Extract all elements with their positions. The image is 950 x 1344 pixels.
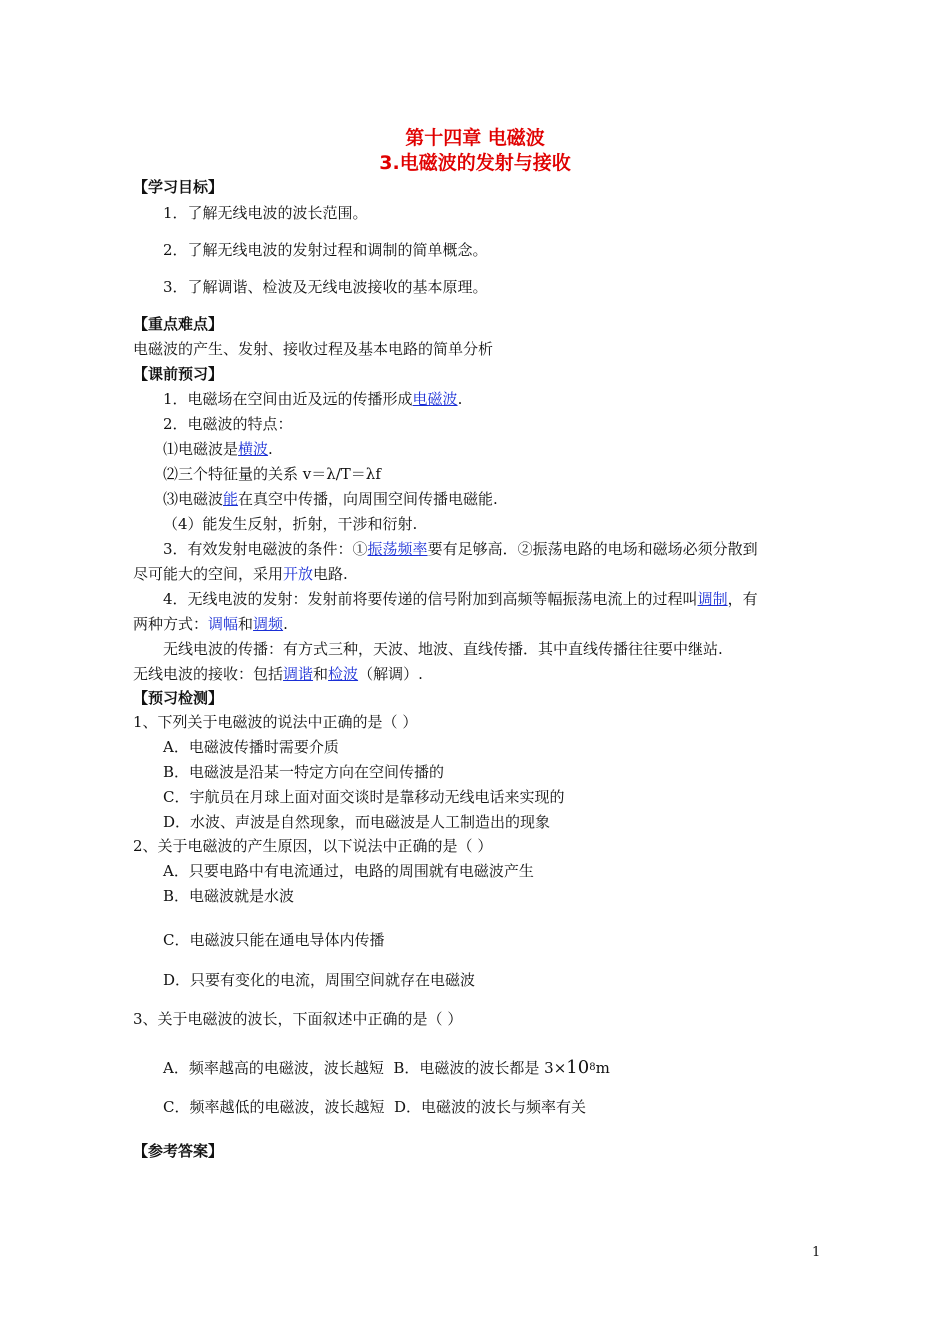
power-exponent: 8 — [589, 1062, 596, 1073]
preview-item-5: 无线电波的传播：有方式三种，天波、地波、直线传播．其中直线传播往往要中继站. — [163, 640, 723, 658]
answer-open: 开放 — [283, 565, 314, 583]
question-1-option: D．水波、声波是自然现象，而电磁波是人工制造出的现象 — [163, 813, 551, 831]
text: ⑶电磁波 — [163, 490, 224, 508]
preview-item-2-4: （4）能发生反射，折射，干涉和衍射. — [163, 515, 418, 533]
answer-modulation: 调制 — [697, 590, 728, 608]
page-number: 1 — [812, 1245, 821, 1260]
check-header: 【预习检测】 — [133, 689, 224, 707]
text: 要有足够高．②振荡电路的电场和磁场必须分散到 — [427, 540, 758, 558]
chapter-title: 第十四章 电磁波 — [405, 127, 545, 149]
question-3-stem: 3、关于电磁波的波长，下面叙述中正确的是（ ） — [133, 1010, 463, 1028]
question-1-option: B．电磁波是沿某一特定方向在空间传播的 — [163, 763, 445, 781]
question-3-option-d: D．电磁波的波长与频率有关 — [394, 1098, 587, 1116]
preview-item-4 — [163, 589, 758, 609]
text: 3．有效发射电磁波的条件：① — [163, 540, 368, 558]
text: 1．电磁场在空间由近及远的传播形成 — [163, 390, 413, 408]
text: 尽可能大的空间，采用 — [133, 565, 284, 583]
answer-fm: 调频 — [253, 615, 284, 633]
question-1-option: A．电磁波传播时需要介质 — [163, 738, 339, 756]
key-points-header: 【重点难点】 — [133, 315, 224, 333]
question-2-option: C．电磁波只能在通电导体内传播 — [163, 931, 385, 949]
preview-item-3 — [163, 539, 758, 559]
question-2-stem: 2、关于电磁波的产生原因，以下说法中正确的是（ ） — [133, 837, 493, 855]
text: . — [283, 615, 288, 633]
question-3-option-b: B．电磁波的波长都是 3× — [393, 1059, 567, 1077]
preview-item-2: 2．电磁波的特点： — [163, 415, 293, 433]
answer-transverse-wave: 横波 — [238, 440, 269, 458]
preview-item-4-cont — [133, 614, 288, 634]
text: （解调）. — [358, 665, 423, 683]
answer-am: 调幅 — [208, 615, 239, 633]
answer-detection: 检波 — [328, 665, 359, 683]
question-3-option-a: A．频率越高的电磁波，波长越短 — [163, 1059, 384, 1077]
text: 和 — [313, 665, 329, 683]
question-3-option-c: C．频率越低的电磁波，波长越短 — [163, 1098, 385, 1116]
text: 4．无线电波的发射：发射前将要传递的信号附加到高频等幅振荡电流上的过程叫 — [163, 590, 698, 608]
unit: m — [595, 1059, 610, 1077]
text: 和 — [238, 615, 254, 633]
text: 电路. — [313, 565, 348, 583]
objective-item: 2．了解无线电波的发射过程和调制的简单概念。 — [163, 241, 488, 259]
preview-item-2-3 — [163, 489, 498, 509]
answer-tuning: 调谐 — [283, 665, 314, 683]
power-base: 10 — [566, 1057, 590, 1078]
answer-electromagnetic-wave: 电磁波 — [412, 390, 458, 408]
preview-item-1 — [163, 389, 462, 409]
text: ⑴电磁波是 — [163, 440, 239, 458]
objectives-header: 【学习目标】 — [133, 178, 224, 196]
question-1-stem: 1、下列关于电磁波的说法中正确的是（ ） — [133, 713, 418, 731]
text: 在真空中传播，向周围空间传播电磁能. — [238, 490, 498, 508]
lesson-title: 3.电磁波的发射与接收 — [379, 152, 571, 174]
question-1-option: C．宇航员在月球上面对面交谈时是靠移动无线电话来实现的 — [163, 788, 565, 806]
answer-can: 能 — [223, 490, 239, 508]
answers-header: 【参考答案】 — [133, 1142, 224, 1160]
answer-oscillation-frequency: 振荡频率 — [367, 540, 428, 558]
text: 两种方式： — [133, 615, 209, 633]
text: 无线电波的接收：包括 — [133, 665, 284, 683]
preview-item-2-2: ⑵三个特征量的关系 v＝λ/T＝λf — [163, 465, 381, 483]
text: . — [457, 390, 463, 408]
objective-item: 1．了解无线电波的波长范围。 — [163, 204, 368, 222]
text: ，有 — [727, 590, 758, 608]
question-3-row-1 — [163, 1058, 610, 1081]
question-2-option: B．电磁波就是水波 — [163, 887, 295, 905]
question-3-row-2 — [163, 1097, 586, 1117]
text: . — [268, 440, 273, 458]
preview-header: 【课前预习】 — [133, 365, 224, 383]
preview-item-3-cont — [133, 564, 348, 584]
key-points-text: 电磁波的产生、发射、接收过程及基本电路的简单分析 — [133, 340, 494, 358]
question-2-option: D．只要有变化的电流，周围空间就存在电磁波 — [163, 971, 476, 989]
preview-item-2-1 — [163, 439, 273, 459]
question-2-option: A．只要电路中有电流通过，电路的周围就有电磁波产生 — [163, 862, 534, 880]
preview-item-6 — [133, 664, 423, 684]
objective-item: 3．了解调谐、检波及无线电波接收的基本原理。 — [163, 278, 488, 296]
